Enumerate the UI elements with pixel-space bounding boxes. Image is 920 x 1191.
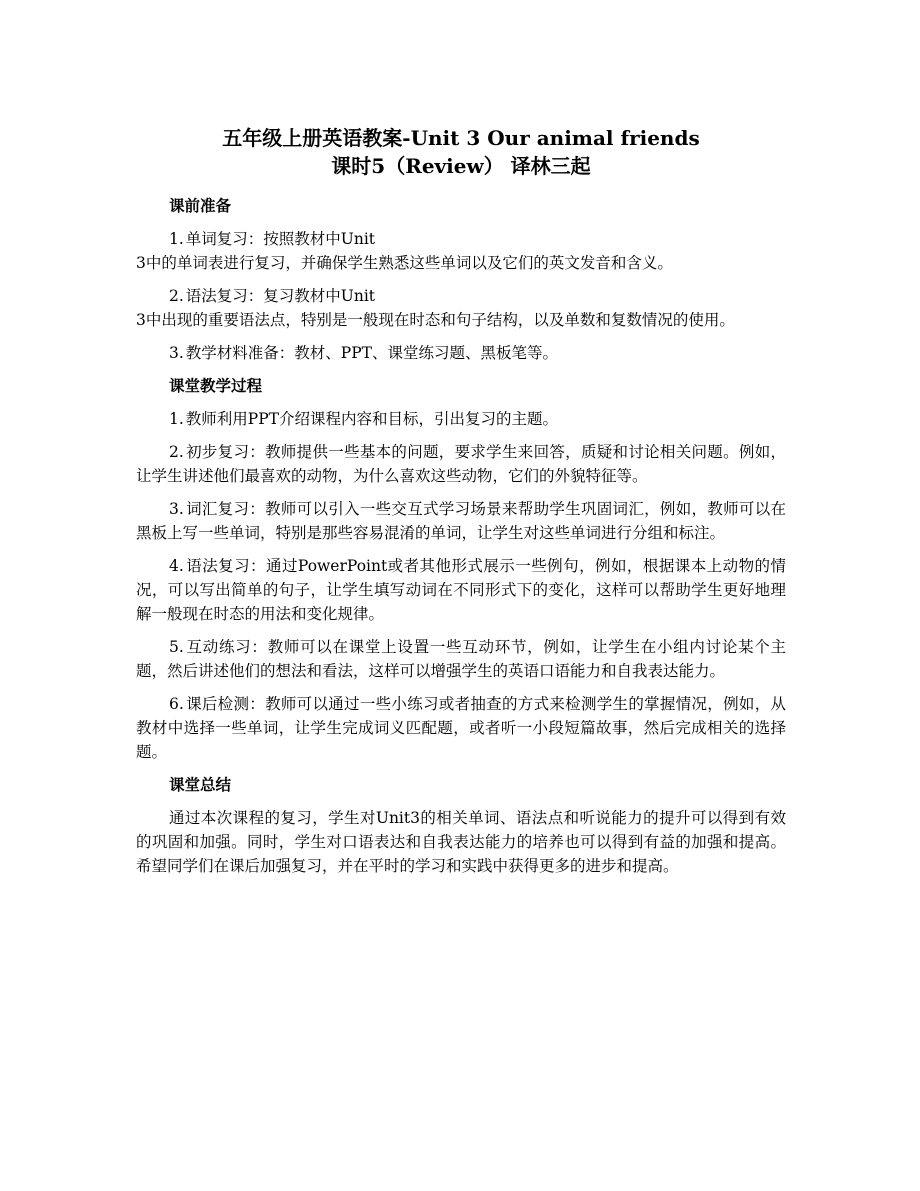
section-heading-prep: 课前准备 [169, 196, 232, 215]
prep-item-2-first: 语法复习：复习教材中Unit [185, 287, 376, 305]
prep-item-1-first: 单词复习：按照教材中Unit [185, 230, 376, 248]
summary-paragraph: 通过本次课程的复习，学生对Unit3的相关单词、语法点和听说能力的提升可以得到有效的巩固和加强。同时，学生对口语表达和自我表达能力的培养也可以得到有益的加强和提高。希望同学们在课后加强复习，并在平时的学习和实践中获得更多的进步和提高。 [136, 809, 786, 875]
process-item-6-num: 6. [169, 695, 184, 713]
process-item-4-text: 语法复习：通过PowerPoint或者其他形式展示一些例句，例如，根据课本上动物的情况，可以写出简单的句子，让学生填写动词在不同形式下的变化，这样可以帮助学生更好地理解一般现在时态的用法和变化规律。 [136, 557, 786, 623]
process-item-4 [136, 554, 786, 626]
process-item-1-num: 1. [169, 410, 184, 428]
prep-item-1 [136, 227, 786, 275]
document-page [136, 124, 786, 887]
process-item-5 [136, 635, 786, 683]
prep-item-2-num: 2. [169, 287, 184, 305]
process-item-1-text: 教师利用PPT介绍课程内容和目标，引出复习的主题。 [185, 410, 558, 428]
process-item-6-text: 课后检测：教师可以通过一些小练习或者抽查的方式来检测学生的掌握情况，例如，从教材中选择一些单词，让学生完成词义匹配题，或者听一小段短篇故事，然后完成相关的选择题。 [136, 695, 786, 761]
process-item-2-num: 2. [169, 443, 184, 461]
prep-item-1-rest: 3中的单词表进行复习，并确保学生熟悉这些单词以及它们的英文发音和含义。 [136, 254, 673, 272]
prep-item-1-num: 1. [169, 230, 184, 248]
prep-item-2 [136, 284, 786, 332]
section-heading-process: 课堂教学过程 [169, 376, 263, 395]
process-item-3 [136, 497, 786, 545]
prep-item-3-first: 教学材料准备：教材、PPT、课堂练习题、黑板笔等。 [185, 344, 558, 362]
process-item-3-text: 词汇复习：教师可以引入一些交互式学习场景来帮助学生巩固词汇，例如，教师可以在黑板上写一些单词，特别是那些容易混淆的单词，让学生对这些单词进行分组和标注。 [136, 500, 786, 542]
process-item-5-num: 5. [169, 638, 184, 656]
document-title [136, 124, 786, 180]
process-item-4-num: 4. [169, 557, 184, 575]
process-item-2 [136, 440, 786, 488]
process-item-2-text: 初步复习：教师提供一些基本的问题，要求学生来回答，质疑和讨论相关问题。例如，让学生讲述他们最喜欢的动物，为什么喜欢这些动物，它们的外貌特征等。 [136, 443, 786, 485]
process-item-6 [136, 692, 786, 764]
prep-item-3-num: 3. [169, 344, 184, 362]
process-item-5-text: 互动练习：教师可以在课堂上设置一些互动环节，例如，让学生在小组内讨论某个主题，然后讲述他们的想法和看法，这样可以增强学生的英语口语能力和自我表达能力。 [136, 638, 786, 680]
title-line-2: 课时5（Review） 译林三起 [331, 154, 591, 178]
process-item-3-num: 3. [169, 500, 184, 518]
prep-item-3 [136, 341, 786, 365]
process-item-1 [136, 407, 786, 431]
title-line-1: 五年级上册英语教案-Unit 3 Our animal friends [222, 126, 700, 150]
section-heading-summary: 课堂总结 [169, 775, 232, 794]
prep-item-2-rest: 3中出现的重要语法点，特别是一般现在时态和句子结构，以及单数和复数情况的使用。 [136, 311, 735, 329]
